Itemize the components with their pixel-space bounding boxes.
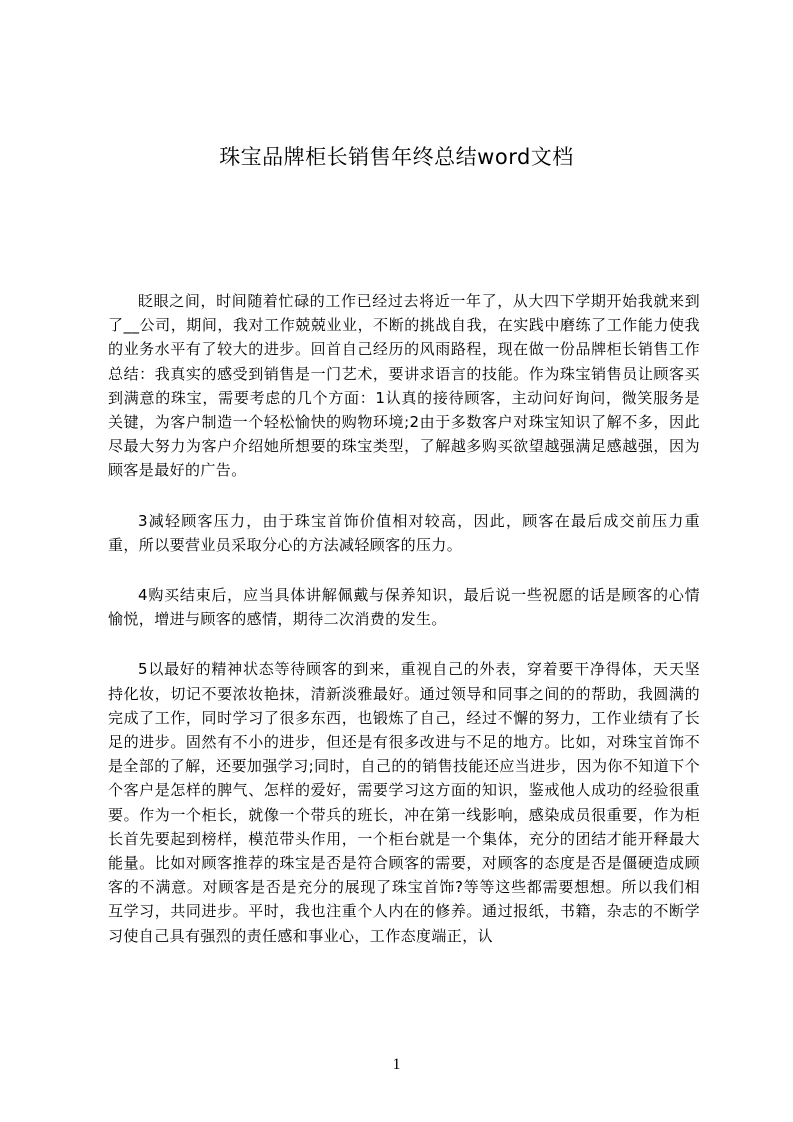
document-body <box>108 289 700 974</box>
paragraph-intro: 眨眼之间，时间随着忙碌的工作已经过去将近一年了，从大四下学期开始我就来到了__公司，期间，我对工作兢兢业业，不断的挑战自我，在实践中磨练了工作能力使我的业务水平有了较大的进步。回首自己经历的风雨路程，现在做一份品牌柜长销售工作总结：我真实的感受到销售是一门艺术，要讲求语言的技能。作为珠宝销售员让顾客买到满意的珠宝，需要考虑的几个方面：1认真的接待顾客，主动问好询问，微笑服务是关键，为客户制造一个轻松愉快的购物环境;2由于多数客户对珠宝知识了解不多，因此尽最大努力为客户介绍她所想要的珠宝类型，了解越多购买欲望越强满足感越强，因为顾客是最好的广告。 <box>108 292 700 480</box>
paragraph-point-4: 4购买结束后，应当具体讲解佩戴与保养知识，最后说一些祝愿的话是顾客的心情愉悦，增进与顾客的感情，期待二次消费的发生。 <box>108 586 700 629</box>
page-number: 1 <box>392 1056 401 1073</box>
paragraph-point-3: 3减轻顾客压力，由于珠宝首饰价值相对较高，因此，顾客在最后成交前压力重重，所以要营业员采取分心的方法减轻顾客的压力。 <box>108 511 700 554</box>
document-title: 珠宝品牌柜长销售年终总结word文档 <box>219 145 574 169</box>
paragraph-point-5: 5以最好的精神状态等待顾客的到来，重视自己的外表，穿着要干净得体，天天坚持化妆，切记不要浓妆艳抹，清新淡雅最好。通过领导和同事之间的的帮助，我圆满的完成了工作，同时学习了很多东西，也锻炼了自己，经过不懈的努力，工作业绩有了长足的进步。固然有不小的进步，但还是有很多改进与不足的地方。比如，对珠宝首饰不是全部的了解，还要加强学习;同时，自己的的销售技能还应当进步，因为你不知道下个个客户是怎样的脾气、怎样的爱好，需要学习这方面的知识，鉴戒他人成功的经验很重要。作为一个柜长，就像一个带兵的班长，冲在第一线影响，感染成员很重要，作为柜长首先要起到榜样，模范带头作用，一个柜台就是一个集体，充分的团结才能开释最大能量。比如对顾客推荐的珠宝是否是符合顾客的需要，对顾客的态度是否是僵硬造成顾客的不满意。对顾客是否是充分的展现了珠宝首饰?等等这些都需要想想。所以我们相互学习，共同进步。平时，我也注重个人内在的修养。通过报纸，书籍，杂志的不断学习使自己具有强烈的责任感和事业心，工作态度端正，认 <box>108 660 700 945</box>
